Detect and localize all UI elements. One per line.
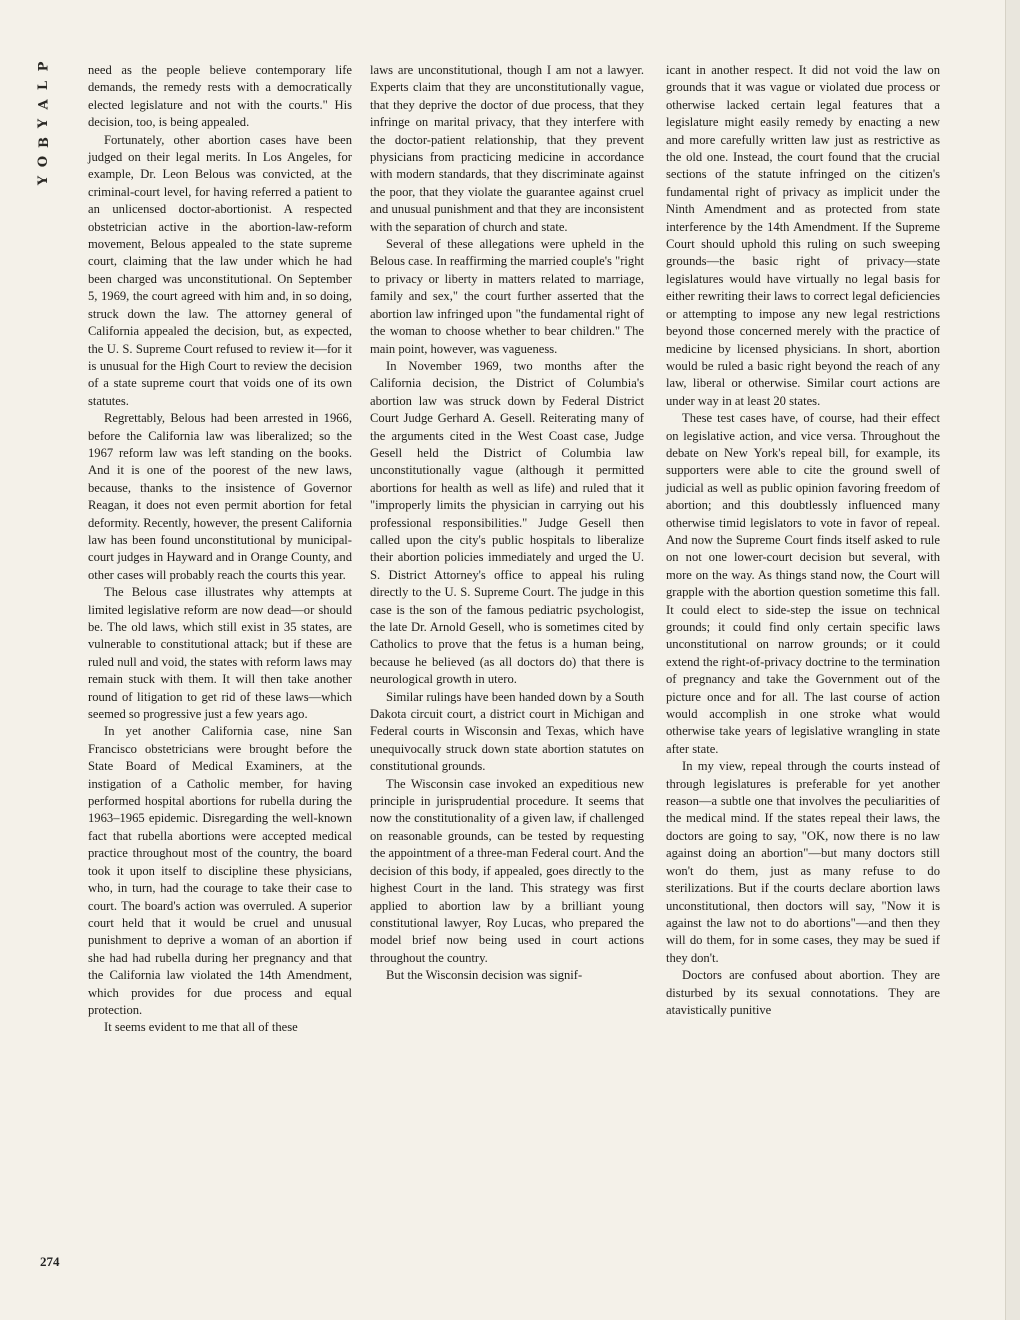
article-paragraph: The Wisconsin case invoked an expeditious new principle in jurisprudential procedure. It seems that now the constitutionality of a given law, if challenged on reasonable grounds, can be tested by requesting the appointment of a three-man Federal court. And the decision of this body, if appealed, goes directly to the highest Court in the land. This strategy was first applied to abortion law by a brilliant young constitutional lawyer, Roy Lucas, who prepared the model brief now being used in court actions throughout the country. <box>370 776 644 965</box>
text-column-3 <box>666 62 940 1019</box>
text-column-2 <box>370 62 644 985</box>
article-paragraph: Regrettably, Belous had been arrested in 1966, before the California law was liberalized; so the 1967 reform law was left standing on the books. And it is one of the poorest of the new laws, because, thanks to the insistence of Governor Reagan, it does not even permit abortion for fetal deformity. Recently, however, the present California law has been found unconstitutional by municipal-court judges in Hayward and in Orange County, and other cases will probably reach the courts this year. <box>88 411 352 582</box>
article-paragraph: It seems evident to me that all of these <box>104 1020 298 1035</box>
article-paragraph: In November 1969, two months after the California decision, the District of Columbia's abortion law was struck down by Federal District Court Judge Gerhard A. Gesell. Reiterating many of the arguments cited in the West Coast case, Judge Gesell held the District of Columbia law unconstitutionally vague (although it permitted abortions for health as well as life) and ruled that it "improperly limits the physician in carrying out his professional responsibilities." Judge Gesell then called upon the city's public hospitals to liberalize their abortion policies immediately and urged the U. S. District Attorney's office to appeal his ruling directly to the U. S. Supreme Court. The judge in this case is the son of the famous pediatric psychologist, the late Dr. Arnold Gesell, who is sometimes cited by Catholics to prove that the fetus is a human being, because he believed (as all doctors do) that there is neurological growth in utero. <box>370 358 644 687</box>
running-head-letter: L <box>36 80 52 91</box>
article-paragraph: Several of these allegations were upheld in the Belous case. In reaffirming the married couple's "right to privacy or liberty in matters related to marriage, family and sex," the court further asserted that the abortion law infringed upon "the fundamental right of the woman to choose whether to bear children." The main point, however, was vagueness. <box>370 237 644 356</box>
article-paragraph: In my view, repeal through the courts instead of through legislatures is preferable for yet another reason—a subtle one that involves the peculiarities of the medical mind. If the states repeal their laws, the doctors are going to say, "OK, now there is no law against doing an abortion"—but many doctors still won't do them, just as many refuse to do sterilizations. But if the courts declare abortion laws unconstitutional, then doctors will say, "Now it is against the law not to do abortions"—and then they will do them, for in some cases, they may be sued if they don't. <box>666 759 940 965</box>
magazine-running-head <box>32 60 56 187</box>
article-paragraph: icant in another respect. It did not void the law on grounds that it was vague or violated due process or otherwise lacked certain legal features that a legislature might easily remedy by enacting a new and more carefully written law just as restrictive as the old one. Instead, the court found that the crucial sections of the statute infringed on the citizen's fundamental right of privacy as implicit under the Ninth Amendment and as protected from state interference by the 14th Amendment. If the Supreme Court should uphold this ruling on such sweeping grounds—the basic right of privacy—state legislatures would have virtually no legal basis for either rewriting their laws to correct legal deficiencies or attempting to impose any new legal restrictions beyond those concerned merely with the practice of medicine by licensed physicians. In short, abortion would be ruled a basic right beyond the reach of any law, liberal or otherwise. Similar court actions are under way in at least 20 states. <box>666 63 940 408</box>
running-head-letter: O <box>36 155 52 168</box>
article-paragraph: need as the people believe contemporary life demands, the remedy rests with a democratically elected legislature and not with the courts." His decision, too, is being appealed. <box>88 63 352 130</box>
article-paragraph: The Belous case illustrates why attempts at limited legislative reform are now dead—or should be. The old laws, which still exist in 35 states, are vulnerable to constitutional attack; but if these are ruled null and void, the states with reform laws may remain stuck with them. It will then take another round of litigation to get rid of these laws—which seemed so progressive just a few years ago. <box>88 585 352 722</box>
running-head-letter: Y <box>36 175 52 186</box>
page-number: 274 <box>40 1254 60 1269</box>
article-paragraph: Doctors are confused about abortion. They are disturbed by its sexual connotations. They are atavistically punitive <box>666 968 940 1017</box>
running-head-letter: B <box>36 137 52 148</box>
running-head-letter: Y <box>36 118 52 129</box>
running-head-letter: P <box>36 61 52 72</box>
article-paragraph: In yet another California case, nine San Francisco obstetricians were brought before the State Board of Medical Examiners, at the instigation of a Catholic member, for having performed hospital abortions for rubella during the 1963–1965 epidemic. Disregarding the well-known fact that rubella abortions were accepted medical practice throughout most of the country, the board took it upon itself to discipline these physicians, who, in turn, had the courage to take their case to court. The board's action was overruled. A superior court held that it would be cruel and unusual punishment to deprive a woman of an abortion if she had had rubella during her pregnancy and that the California law violated the 14th Amendment, which provides for due process and equal protection. <box>88 724 352 1017</box>
article-paragraph: Similar rulings have been handed down by a South Dakota circuit court, a district court in Michigan and Federal courts in Wisconsin and Texas, which have unequivocally struck down state abortion statutes on constitutional grounds. <box>370 689 644 774</box>
article-paragraph: These test cases have, of course, had their effect on legislative action, and vice versa. Throughout the debate on New York's repeal bill, for example, its supporters were able to cite the ground swell of judicial as well as public opinion favoring freedom of abortion; and this doubtlessly influenced many otherwise timid legislators to vote in favor of repeal. And now the Supreme Court finds itself asked to rule on not one lower-court decision but several, with more on the way. As things stand now, the Court will grapple with the abortion question sometime this fall. It could elect to side-step the issue on technical grounds; it could find only certain specific laws unconstitutional on narrow grounds; or it could extend the right-of-privacy doctrine to the termination of pregnancy and take the Government out of the picture once and for all. The last course of action would accomplish in one stroke what would otherwise take years of legislative wrangling in state after state. <box>666 411 940 756</box>
article-paragraph: Fortunately, other abortion cases have been judged on their legal merits. In Los Angeles, for example, Dr. Leon Belous was convicted, at the criminal-court level, for having referred a patient to an unlicensed doctor-abortionist. A respected obstetrician active in the abortion-law-reform movement, Belous appealed to the state supreme court, claiming that the law under which he had been charged was unconstitutional. On September 5, 1969, the court agreed with him and, in so doing, struck down the law. The attorney general of California appealed the decision, but, as expected, the U. S. Supreme Court refused to review it—for it is unusual for the High Court to review the decision of a state supreme court that voids one of its own statutes. <box>88 132 352 408</box>
article-paragraph: But the Wisconsin decision was signif- <box>386 968 583 983</box>
running-head-letter: A <box>36 99 52 110</box>
page-edge <box>1005 0 1020 1320</box>
text-column-1 <box>88 62 352 1037</box>
article-paragraph: laws are unconstitutional, though I am not a lawyer. Experts claim that they are unconstitutionally vague, that they deprive the doctor of due process, that they infringe on marital privacy, that they interfere with the doctor-patient relationship, that they prevent physicians from practicing medicine in accordance with modern standards, that they discriminate against the poor, that they violate the guarantee against cruel and unusual punishment and that they are inconsistent with the separation of church and state. <box>370 63 644 234</box>
